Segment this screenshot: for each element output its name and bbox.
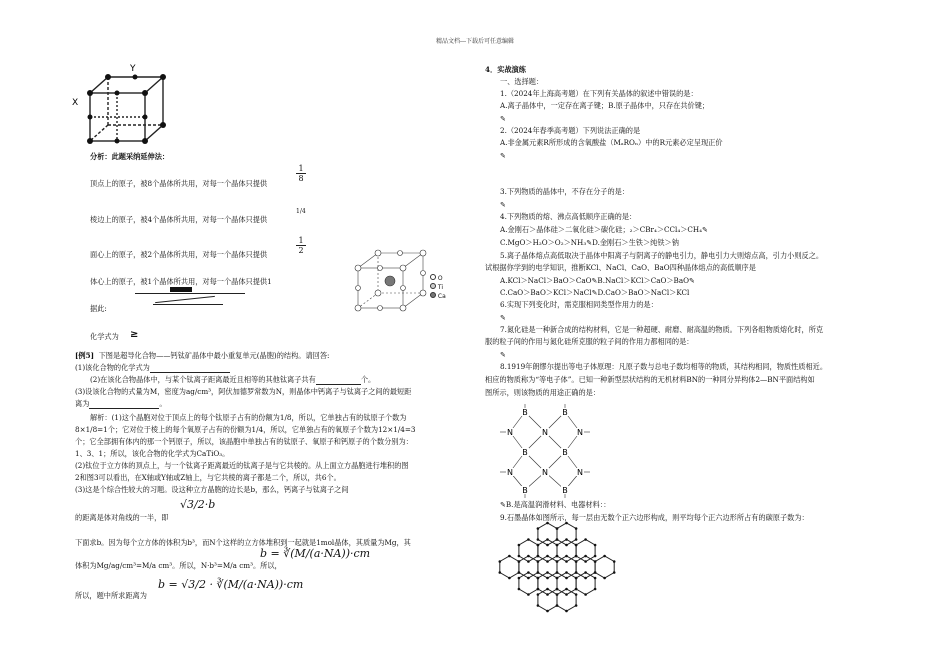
legend-o — [430, 274, 446, 283]
carbon-atom — [546, 538, 549, 541]
carbon-atom — [594, 555, 597, 558]
carbon-atom — [537, 577, 540, 580]
carbon-atom — [565, 544, 568, 547]
carbon-atom — [546, 544, 549, 547]
face-fraction — [296, 236, 306, 255]
q4-ab-text: A.金刚石＞晶体硅＞二氧化硅＞碳化硅；₂＞CBr₄＞CCl₄＞CH₄ — [500, 225, 703, 234]
q8-stem: 8.1919年朗缪尔提出等电子体原理：凡原子数与总电子数均相等的物质，其结构相同，物质性质相近。 — [500, 362, 828, 371]
solution-line-8: 的距离是体对角线的一半，即 — [75, 513, 169, 522]
q1-blank[interactable] — [150, 364, 230, 373]
carbon-atom — [584, 577, 587, 580]
graphite-hexagon — [500, 556, 519, 578]
q5-a-text: A.KCl＞NaCl＞BaO＞CaO — [500, 276, 592, 285]
legend-o-label: O — [437, 275, 443, 282]
graphite-hexagon — [576, 573, 595, 595]
solution-line-9: 下面求b。因为每个立方体的体积为b³，而N个这样的立方体堆积到一起就是1mol晶体，其质量为Mg，其 — [75, 538, 411, 547]
carbon-atom — [556, 571, 559, 574]
carbon-atom — [546, 522, 549, 525]
edge-fraction: 1/4 — [296, 208, 306, 215]
carbon-atom — [537, 571, 540, 574]
question-3: (3)设该化合物的式量为M，密度为ag/cm³，阿伏加德罗常数为N，则晶体中钙离子与钛离子之间的最短距 — [75, 387, 412, 396]
section-title: 4．实战演练 — [485, 65, 526, 74]
graphite-hexagon — [538, 523, 557, 545]
carbon-atom — [527, 571, 530, 574]
carbon-atom — [575, 555, 578, 558]
carbon-atom — [508, 577, 511, 580]
q5-b-text: B.NaCl＞KCl＞CaO＞BaO — [597, 276, 690, 285]
carbon-atom — [518, 577, 521, 580]
q6-stem: 6.实现下列变化时，需克服相同类型作用力的是： — [500, 300, 658, 309]
carbon-atom — [575, 527, 578, 530]
carbon-atom — [546, 555, 549, 558]
carbon-atom — [584, 538, 587, 541]
carbon-atom — [546, 593, 549, 596]
carbon-atom — [499, 571, 502, 574]
carbon-atom — [546, 610, 549, 613]
q8-stem-cont: 相应的物质称为“等电子体”。已知一种新型层状结构的无机材料BN的一种同分异构体2—BN平面结构如 — [485, 375, 815, 384]
carbon-atom — [603, 577, 606, 580]
carbon-atom — [584, 555, 587, 558]
boron-atom-label: B — [562, 448, 568, 457]
graphite-hexagon — [557, 556, 576, 578]
carbon-atom — [594, 544, 597, 547]
nitrogen-atom-label: N — [577, 428, 583, 437]
pen-icon: ✎ — [500, 314, 506, 322]
q4-c-text: C.MgO＞H₂O＞O₂＞NH₃ — [500, 238, 587, 247]
carbon-atom — [575, 577, 578, 580]
carbon-atom — [556, 544, 559, 547]
q4-stem: 4.下列物质的熔、沸点高低顺序正确的是： — [500, 212, 637, 221]
carbon-atom — [565, 560, 568, 563]
carbon-atom — [518, 588, 521, 591]
corner-text: 顶点上的原子，被8个晶体所共用，对每一个晶体只提供 — [90, 179, 268, 188]
pen-icon: ✎ — [591, 289, 598, 297]
graphite-hexagon — [519, 556, 538, 578]
carbon-atom — [556, 604, 559, 607]
q5-d-text: D.CaO＞BaO＞NaCl＞KCl — [597, 288, 690, 297]
carbon-atom — [594, 571, 597, 574]
q2-end: 个。 — [360, 375, 376, 384]
q3-stem: 3.下列物质的晶体中，不存在分子的是： — [500, 187, 630, 196]
scribble-marks — [125, 287, 245, 309]
carbon-atom — [575, 588, 578, 591]
q5-stem-cont: 试根据你学到的电学知识，推断KCl、NaCl、CaO、BaO四种晶体熔点的高低顺序是 — [485, 263, 756, 272]
solution-line-3: 个；它全部拥有体内的那一个钙原子，所以，该晶胞中单独占有的钛原子、氧原子和钙原子的个数分别为： — [75, 437, 413, 446]
carbon-atom — [584, 593, 587, 596]
q7-stem-cont: 服的粒子间的作用与氮化硅所克服的粒子间的作用力都相同的是： — [485, 337, 694, 346]
carbon-atom — [565, 593, 568, 596]
graphite-hexagon — [519, 540, 538, 562]
carbon-atom — [518, 544, 521, 547]
carbon-atom — [518, 571, 521, 574]
carbon-atom — [575, 560, 578, 563]
carbon-atom — [537, 560, 540, 563]
example-title: [例5] — [75, 351, 94, 360]
therefore-text: 据此: — [90, 304, 107, 313]
graphite-hexagon — [557, 589, 576, 611]
carbon-atom — [537, 593, 540, 596]
pen-icon: ✎ — [689, 277, 695, 285]
q5-options-ab — [500, 276, 695, 286]
solution-line-2: 8×1/8=1个；它对位于棱上的每个氧原子占有的份额为1/4，所以，它单独占有的氧原子个数为12×1/4=3 — [75, 425, 416, 434]
graphite-hexagon — [595, 556, 614, 578]
carbon-atom — [537, 527, 540, 530]
carbon-atom — [527, 555, 530, 558]
solution-line-1: 解析：(1)这个晶胞对位于顶点上的每个钛原子占有的份额为1/8，所以，它单独占有的钛原子个数为 — [90, 413, 407, 422]
carbon-atom — [584, 560, 587, 563]
formula-label: 化学式为 — [90, 332, 119, 341]
face-frac-num: 1 — [298, 236, 304, 245]
solution-line-10: 体积为Mg/ag/cm³=M/a cm³。所以，N·b³=M/a cm³。所以， — [75, 561, 282, 570]
q7-stem: 7.氮化硅是一种新合成的结构材料，它是一种超硬、耐磨、耐高温的物质。下列各组物质熔化时，所克 — [500, 325, 824, 334]
legend-ca-label: Ca — [437, 293, 446, 300]
carbon-atom — [594, 588, 597, 591]
carbon-atom — [565, 571, 568, 574]
carbon-atom — [546, 588, 549, 591]
solution-line-11: 所以，题中所求距离为 — [75, 591, 147, 600]
subsection-title: 一、选择题： — [500, 77, 544, 86]
cube-sketch-figure — [70, 65, 175, 145]
carbon-atom — [546, 560, 549, 563]
pen-icon: ✎ — [500, 201, 506, 209]
corner-frac-num: 1 — [298, 164, 304, 173]
graphite-honeycomb-figure — [505, 522, 610, 622]
carbon-atom — [594, 560, 597, 563]
nitrogen-atom-label: N — [577, 468, 583, 477]
body-text: 体心上的原子，被1个晶体所共用，对每一个晶体只提供1 — [90, 277, 272, 286]
page-header: 精品文档---下载后可任意编辑 — [435, 38, 515, 45]
carbon-atom — [575, 571, 578, 574]
pen-icon: ✎ — [500, 351, 506, 359]
carbon-atom — [537, 588, 540, 591]
graphite-hexagon — [576, 540, 595, 562]
graphite-hexagon — [557, 540, 576, 562]
q4-options-cd — [500, 238, 679, 248]
q2-blank[interactable] — [316, 376, 361, 385]
formula-1: √3/2·b — [180, 498, 216, 511]
carbon-atom — [556, 577, 559, 580]
nitrogen-atom-label: N — [507, 468, 513, 477]
carbon-atom — [575, 538, 578, 541]
q1-text: (1)该化合物的化学式为 — [75, 363, 150, 372]
nitrogen-atom-label: N — [542, 468, 548, 477]
solution-line-7: (3)这是个综合性较大的习题。设这种立方晶胞的边长是b，那么，钙离子与钛离子之间 — [75, 485, 349, 494]
carbon-atom — [546, 577, 549, 580]
graphite-hexagon — [557, 573, 576, 595]
pen-icon: ✎ — [500, 152, 506, 160]
carbon-atom — [508, 555, 511, 558]
boron-atom-label: B — [562, 408, 568, 417]
carbon-atom — [556, 538, 559, 541]
carbon-atom — [546, 571, 549, 574]
q8-stem-cont2: 图所示，则该物质的用途正确的是： — [485, 388, 601, 397]
q1-options: A.离子晶体中，一定存在离子键；B.原子晶体中，只存在共价键； — [500, 101, 710, 110]
corner-frac-den: 8 — [296, 173, 306, 183]
bn-structure-figure — [495, 400, 605, 495]
carbon-atom — [527, 593, 530, 596]
boron-atom-label: B — [522, 486, 528, 495]
q2-text: (2)在该化合物晶体中，与某个钛离子距离最近且相等的其他钛离子共有 — [90, 375, 316, 384]
example-heading — [75, 351, 329, 361]
carbon-atom — [584, 571, 587, 574]
carbon-atom — [527, 538, 530, 541]
carbon-atom — [537, 544, 540, 547]
boron-atom-label: B — [522, 448, 528, 457]
pen-icon: ✎ — [591, 277, 598, 285]
nitrogen-atom-label: N — [542, 428, 548, 437]
carbon-atom — [575, 544, 578, 547]
face-text: 面心上的原子，被2个晶体所共用，对每一个晶体只提供 — [90, 250, 268, 259]
y-axis-label: Y — [130, 64, 136, 74]
carbon-atom — [565, 538, 568, 541]
graphite-hexagon — [538, 573, 557, 595]
carbon-atom — [575, 604, 578, 607]
formula-3: b = √3/2 · ∛(M/(a·NA))·cm — [158, 578, 304, 591]
carbon-atom — [575, 593, 578, 596]
q2-option-a: A.非金属元素R所形成的含氧酸盐（MₐROₙ）中的R元素必定呈现正价 — [500, 138, 723, 147]
carbon-atom — [556, 560, 559, 563]
pen-icon: ✎ — [586, 239, 593, 247]
carbon-atom — [565, 610, 568, 613]
carbon-atom — [565, 522, 568, 525]
q8-option-b — [500, 500, 610, 510]
solution-line-5: (2)钛位于立方体的顶点上，与一个钛离子距离最近的钛离子是与它共棱的。从上面立方晶胞进行堆积的图 — [75, 461, 409, 470]
solution-line-6: 2和图3可以看出，在X轴或Y轴或Z轴上，与它共棱的离子都是二个，所以，共6个。 — [75, 473, 341, 482]
legend-ti — [430, 283, 446, 292]
legend-ti-label: Ti — [437, 284, 444, 291]
x-axis-label: X — [72, 98, 79, 108]
carbon-atom — [537, 604, 540, 607]
corner-fraction — [296, 164, 306, 183]
face-frac-den: 2 — [296, 245, 306, 255]
carbon-atom — [613, 560, 616, 563]
q5-c-text: C.CaO＞BaO＞KCl＞NaCl — [500, 288, 592, 297]
carbon-atom — [518, 555, 521, 558]
q9-stem: 9.石墨晶体如图所示，每一层由无数个正六边形构成，则平均每个正六边形所占有的碳原子数为： — [500, 513, 809, 522]
graphite-hexagon — [538, 540, 557, 562]
carbon-atom — [565, 577, 568, 580]
graphite-hexagon — [538, 589, 557, 611]
q1-stem: 1.（2024年上海高考题）在下列有关晶体的叙述中错误的是： — [500, 89, 698, 98]
carbon-atom — [556, 527, 559, 530]
graphite-hexagon — [576, 556, 595, 578]
example-text: 下图是超导化合物——钙钛矿晶体中最小重复单元(晶胞)的结构。请回答: — [98, 351, 330, 360]
q5-stem: 5.离子晶体熔点高低取决于晶体中阳离子与阴离子的静电引力，静电引力大则熔点高，引力小则反之。 — [500, 251, 824, 260]
carbon-atom — [556, 588, 559, 591]
q4-d-text: D.金刚石＞生铁＞纯铁＞钠 — [592, 238, 679, 247]
boron-atom-label: B — [522, 408, 528, 417]
q2-stem: 2.（2024年春季高考题）下列说法正确的是 — [500, 126, 641, 135]
carbon-atom — [565, 555, 568, 558]
carbon-atom — [603, 555, 606, 558]
carbon-atom — [537, 555, 540, 558]
graphite-hexagon — [557, 523, 576, 545]
graphite-hexagon — [538, 556, 557, 578]
carbon-atom — [565, 588, 568, 591]
q3-blank[interactable] — [89, 400, 159, 409]
carbon-atom — [613, 571, 616, 574]
q4-options-ab — [500, 225, 708, 235]
q3b-end: 。 — [159, 399, 167, 408]
q5-options-cd — [500, 288, 689, 298]
edge-text: 棱边上的原子，被4个晶体所共用，对每一个晶体只提供 — [90, 215, 268, 224]
nitrogen-atom-label: N — [507, 428, 513, 437]
figure-legend — [430, 274, 446, 301]
formula-scribble: ≥ — [130, 329, 139, 340]
legend-ca — [430, 292, 446, 301]
pen-icon: ✎ — [500, 501, 506, 509]
question-1 — [75, 363, 230, 373]
analysis-title: 分析：此题采纳延伸法： — [90, 152, 170, 161]
carbon-atom — [537, 538, 540, 541]
graphite-hexagon — [519, 573, 538, 595]
carbon-atom — [556, 593, 559, 596]
carbon-atom — [527, 577, 530, 580]
pen-icon: ✎ — [500, 115, 506, 123]
solution-line-4: 1、3、1；所以，该化合物的化学式为CaTiO₃。 — [75, 449, 230, 458]
question-3-cont — [75, 399, 167, 409]
carbon-atom — [594, 577, 597, 580]
boron-atom-label: B — [562, 486, 568, 495]
perovskite-cell-figure — [350, 248, 430, 318]
carbon-atom — [518, 560, 521, 563]
pen-icon: ✎ — [702, 226, 708, 234]
carbon-atom — [527, 560, 530, 563]
q3b-text: 离为 — [75, 399, 90, 408]
question-2 — [90, 375, 375, 385]
carbon-atom — [499, 560, 502, 563]
carbon-atom — [556, 555, 559, 558]
q8-b-text: B.是高温润滑材料、电器材料：： — [505, 500, 611, 509]
formula-2: b = ∛(M/(a·NA))·cm — [260, 547, 371, 560]
